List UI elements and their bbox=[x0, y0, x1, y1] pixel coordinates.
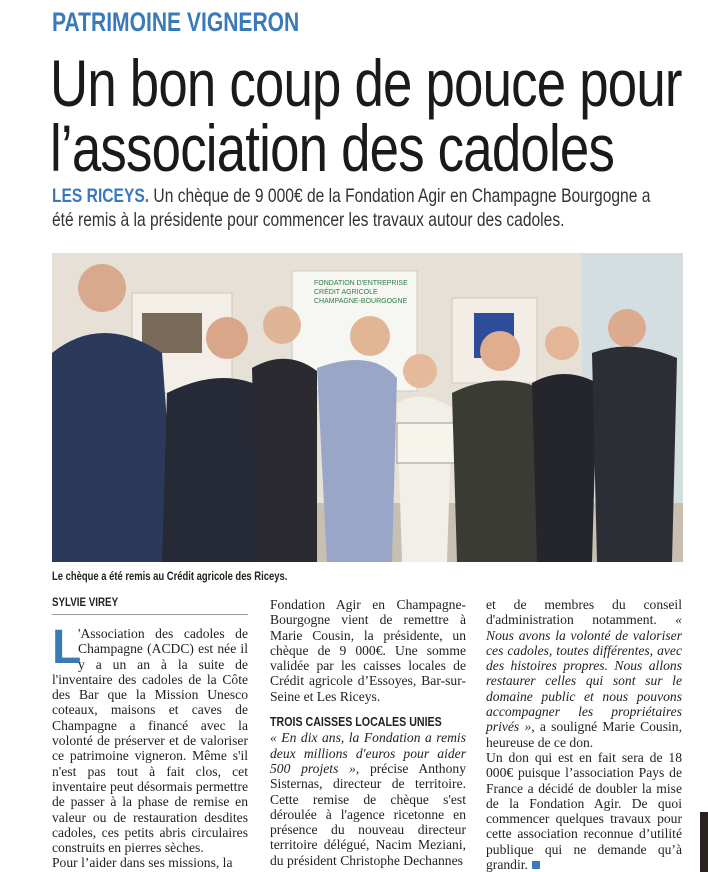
byline: SYLVIE VIREY bbox=[52, 597, 248, 615]
headline-line-1: Un bon coup de pouce pour bbox=[50, 46, 682, 120]
drop-cap: L bbox=[52, 621, 82, 674]
article-column-3 bbox=[486, 597, 682, 872]
paragraph: Fondation Agir en Champagne-Bourgogne vient de remettre à Marie Cousin, la présidente, un chèque de 9 000€. Une somme validée par les caisses locales de Crédit agricole d’Essoyes, Bar-sur-Seine et Les Riceys. bbox=[270, 597, 466, 704]
banner-text-line: CHAMPAGNE-BOURGOGNE bbox=[314, 298, 408, 305]
paragraph: 'Association des cadoles de Champagne (ACDC) est née il y a un an à la suite de l'inventaire des cadoles de la Côte des Bar que la Mission Unesco coteaux, maisons et caves de Champagne a financé avec la volonté de préserver et de valoriser ce patrimoine vigneron. Même s'il n'est pas tout à fait clos, cet inventaire peut désormais permettre de passer à la phase de remise en valeur ou de restauration desdites cadoles, ces petits abris circulaires construits en pierres sèches. bbox=[52, 626, 248, 856]
paragraph: Pour l’aider dans ses missions, la bbox=[52, 855, 233, 871]
paragraph: Un don qui est en fait sera de 18 000€ puisque l’association Pays de France a décidé de doubler la mise de la Fondation Agir. De quoi commencer quelques travaux pour cette association reconnue d’utilité publique qui ne demande qu’à grandir. bbox=[486, 749, 682, 872]
photo-caption: Le chèque a été remis au Crédit agricole des Riceys. bbox=[52, 571, 288, 583]
headline-line-2: l’association des cadoles bbox=[50, 111, 615, 185]
lead-line-2: été remis à la présidente pour commencer les travaux autour des cadoles. bbox=[52, 209, 565, 231]
article-photo bbox=[52, 253, 683, 562]
quote: « Nous avons la volonté de valoriser ces cadoles, toutes différentes, avec des histoires propres. Nous allons restaurer celles qui sont sur le domaine public et nous pouvons accompagner les propriétaires privés » bbox=[486, 612, 682, 735]
banner-text-line: CRÉDIT AGRICOLE bbox=[314, 289, 378, 296]
banner-text-line: FONDATION D'ENTREPRISE bbox=[314, 280, 408, 287]
section-kicker: PATRIMOINE VIGNERON bbox=[52, 7, 300, 37]
end-mark-icon bbox=[532, 861, 540, 869]
page-edge bbox=[700, 812, 708, 872]
paragraph: et de membres du conseil d'administration notamment. « Nous avons la volonté de valoriser ces cadoles, toutes différentes, avec des histoires propres. Nous allons restaurer celles qui sont sur le domaine public et nous pouvons accompagner les propriétaires privés », a souligné Marie Cousin, heureuse de ce don. bbox=[486, 597, 682, 750]
quote: « En dix ans, la Fondation a remis deux millions d'euros pour aider 500 projets » bbox=[270, 730, 466, 776]
group-photo-illustration bbox=[52, 253, 683, 562]
intertitle: TROIS CAISSES LOCALES UNIES bbox=[270, 714, 442, 730]
article-column-2 bbox=[270, 597, 466, 868]
lead-line-1: LES RICEYS. Un chèque de 9 000€ de la Fondation Agir en Champagne Bourgogne a bbox=[52, 185, 651, 207]
paragraph: « En dix ans, la Fondation a remis deux millions d'euros pour aider 500 projets », précise Anthony Sisternas, directeur de territoire. Cette remise de chèque s'est déroulée à l'agence ricetonne en présence du nouveau directeur territoire délégué, Nacim Meziani, du président Christophe Dechannes bbox=[270, 730, 466, 868]
lead-location: LES RICEYS. bbox=[52, 185, 150, 207]
article-column-1 bbox=[52, 621, 248, 871]
